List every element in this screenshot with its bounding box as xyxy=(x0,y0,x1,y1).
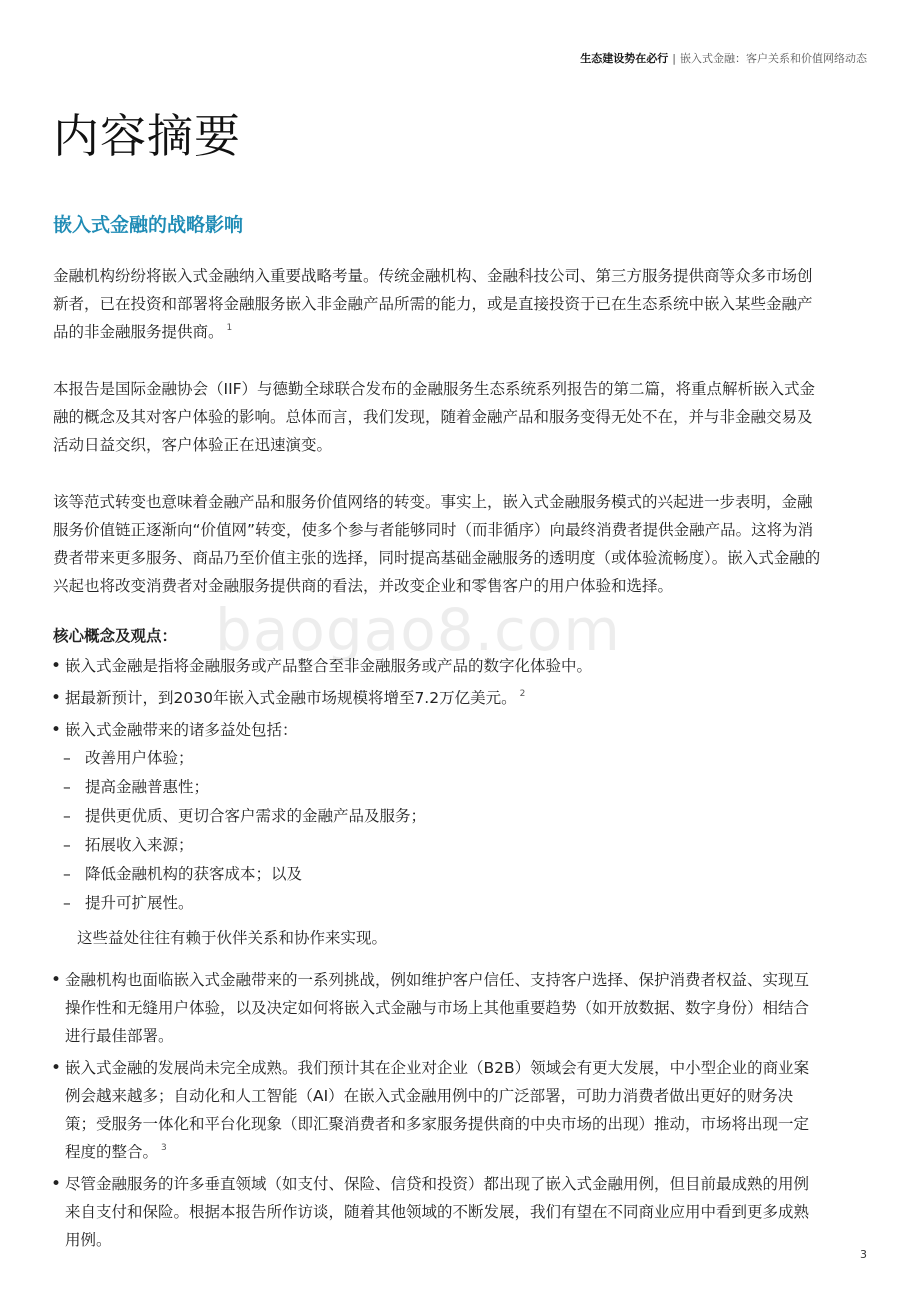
list-item xyxy=(53,684,823,712)
watermark: baogao8.com xyxy=(215,596,621,664)
sub-item: – 提高金融普惠性； xyxy=(53,773,823,802)
list-item-text: 尽管金融服务的许多垂直领域（如支付、保险、信贷和投资）都出现了嵌入式金融用例，但目前最成熟的用例来自支付和保险。根据本报告所作访谈，随着其他领域的不断发展，我们有望在不同商业应用中看到更多成熟用例。 xyxy=(65,1175,810,1249)
list-item-text: 金融机构也面临嵌入式金融带来的一系列挑战，例如维护客户信任、支持客户选择、保护消费者权益、实现互操作性和无缝用户体验，以及决定如何将嵌入式金融与市场上其他重要趋势（如开放数据、数字身份）相结合进行最佳部署。 xyxy=(65,971,810,1045)
section-title: 嵌入式金融的战略影响 xyxy=(53,214,244,236)
running-header xyxy=(580,50,867,66)
header-title: 嵌入式金融：客户关系和价值网络动态 xyxy=(680,52,867,65)
list-item-text: 嵌入式金融的发展尚未完全成熟。我们预计其在企业对企业（B2B）领域会有更大发展，中小型企业的商业案例会越来越多；自动化和人工智能（AI）在嵌入式金融用例中的广泛部署，可助力消费者做出更好的财务决策；受服务一体化和平台化现象（即汇聚消费者和多家服务提供商的中央市场的出现）推动，市场将出现一定程度的整合。 xyxy=(65,1059,810,1161)
benefits-sublist xyxy=(53,744,823,918)
paragraph: 该等范式转变也意味着金融产品和服务价值网络的转变。事实上，嵌入式金融服务模式的兴起进一步表明，金融服务价值链正逐渐向“价值网”转变，使多个参与者能够同时（而非循序）向最终消费者提供金融产品。这将为消费者带来更多服务、商品乃至价值主张的选择，同时提高基础金融服务的透明度（或体验流畅度）。嵌入式金融的兴起也将改变消费者对金融服务提供商的看法，并改变企业和零售客户的用户体验和选择。 xyxy=(53,493,821,595)
sub-item: – 提供更优质、更切合客户需求的金融产品及服务； xyxy=(53,802,823,831)
footnote-ref: 2 xyxy=(519,689,526,699)
header-series: 生态建设势在必行 xyxy=(580,52,669,65)
page-number: 3 xyxy=(860,1248,867,1261)
paragraph-text: 金融机构纷纷将嵌入式金融纳入重要战略考量。传统金融机构、金融科技公司、第三方服务提供商等众多市场创新者，已在投资和部署将金融服务嵌入非金融产品所需的能力，或是直接投资于已在生态系统中嵌入某些金融产品的非金融服务提供商。 xyxy=(53,267,813,341)
list-item-text: 嵌入式金融是指将金融服务或产品整合至非金融服务或产品的数字化体验中。 xyxy=(65,657,593,675)
body-content xyxy=(53,262,823,1258)
sub-item: – 拓展收入来源； xyxy=(53,831,823,860)
list-item xyxy=(53,1170,823,1254)
list-item xyxy=(53,966,823,1050)
paragraph: 本报告是国际金融协会（IIF）与德勤全球联合发布的金融服务生态系统系列报告的第二篇，将重点解析嵌入式金融的概念及其对客户体验的影响。总体而言，我们发现，随着金融产品和服务变得无处不在，并与非金融交易及活动日益交织，客户体验正在迅速演变。 xyxy=(53,380,816,454)
footnote-ref: 1 xyxy=(226,323,233,333)
benefits-note: 这些益处往往有赖于伙伴关系和协作来实现。 xyxy=(77,929,388,947)
list-item xyxy=(53,1054,823,1166)
key-points-heading: 核心概念及观点： xyxy=(53,627,178,645)
header-separator: | xyxy=(672,52,676,65)
list-item-text: 据最新预计，到2030年嵌入式金融市场规模将增至7.2万亿美元。 xyxy=(65,689,517,707)
sub-item: – 降低金融机构的获客成本；以及 xyxy=(53,860,823,889)
key-points-list xyxy=(53,652,823,1254)
list-item xyxy=(53,716,823,952)
page-title: 内容摘要 xyxy=(53,109,241,163)
list-item-text: 嵌入式金融带来的诸多益处包括： xyxy=(65,721,298,739)
footnote-ref: 3 xyxy=(161,1143,167,1153)
paragraph xyxy=(53,262,823,346)
sub-item: – 提升可扩展性。 xyxy=(53,889,823,918)
sub-item: – 改善用户体验； xyxy=(53,744,823,773)
